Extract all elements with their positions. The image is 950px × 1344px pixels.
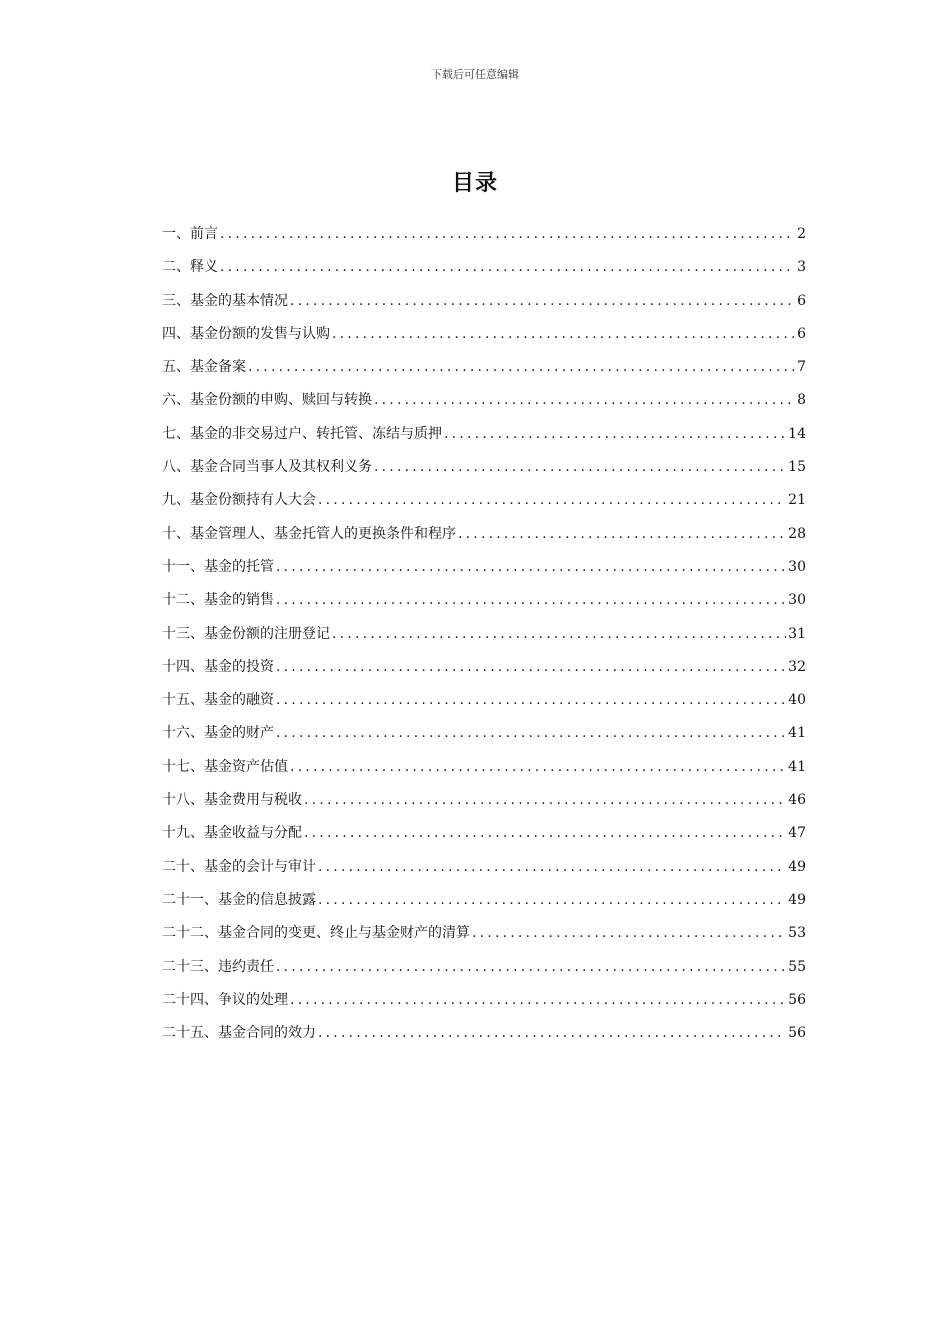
- toc-leader-dots: [318, 888, 786, 912]
- toc-leader-dots: [276, 688, 786, 712]
- toc-entry-page: 30: [788, 592, 806, 609]
- toc-entry[interactable]: [162, 721, 806, 754]
- toc-entry[interactable]: [162, 488, 806, 521]
- toc-entry-page: 53: [788, 925, 806, 942]
- toc-entry-page: 46: [788, 792, 806, 809]
- toc-entry[interactable]: [162, 322, 806, 355]
- toc-entry-page: 40: [788, 692, 806, 709]
- toc-entry[interactable]: [162, 422, 806, 455]
- toc-entry-label: 六、基金份额的申购、赎回与转换: [162, 392, 372, 409]
- toc-entry-page: 56: [788, 1025, 806, 1042]
- toc-entry[interactable]: [162, 688, 806, 721]
- toc-leader-dots: [248, 355, 795, 379]
- toc-leader-dots: [374, 388, 795, 412]
- toc-leader-dots: [304, 821, 786, 845]
- toc-entry[interactable]: [162, 821, 806, 854]
- toc-entry-page: 30: [788, 558, 806, 575]
- toc-entry[interactable]: [162, 755, 806, 788]
- toc-entry-page: 56: [788, 991, 806, 1008]
- toc-leader-dots: [276, 955, 786, 979]
- toc-entry[interactable]: [162, 522, 806, 555]
- toc-entry[interactable]: [162, 855, 806, 888]
- toc-entry-page: 8: [797, 392, 806, 409]
- toc-entry-label: 十一、基金的托管: [162, 558, 274, 575]
- toc-leader-dots: [332, 322, 795, 346]
- toc-leader-dots: [458, 522, 786, 546]
- toc-entry-page: 2: [797, 226, 806, 242]
- toc-entry-label: 三、基金的基本情况: [162, 292, 288, 309]
- toc-entry-page: 3: [797, 259, 806, 276]
- toc-entry-label: 十、基金管理人、基金托管人的更换条件和程序: [162, 525, 456, 542]
- toc-entry[interactable]: [162, 455, 806, 488]
- toc-entry-label: 四、基金份额的发售与认购: [162, 325, 330, 342]
- toc-entry[interactable]: [162, 355, 806, 388]
- toc-leader-dots: [276, 588, 786, 612]
- toc-entry-label: 十六、基金的财产: [162, 725, 274, 742]
- toc-title: 目录: [451, 171, 498, 196]
- toc-leader-dots: [444, 422, 786, 446]
- toc-entry-label: 九、基金份额持有人大会: [162, 492, 316, 509]
- toc-entry-page: 15: [788, 459, 806, 476]
- toc-entry[interactable]: [162, 988, 806, 1021]
- toc-entry-page: 41: [788, 758, 806, 775]
- toc-leader-dots: [290, 755, 786, 779]
- header-note: 下载后可任意编辑: [431, 68, 519, 81]
- toc-entry[interactable]: [162, 588, 806, 621]
- toc-leader-dots: [332, 622, 786, 646]
- toc-entry[interactable]: [162, 888, 806, 921]
- toc-leader-dots: [304, 788, 786, 812]
- toc-entry[interactable]: [162, 255, 806, 288]
- toc-entry-label: 二十、基金的会计与审计: [162, 858, 316, 875]
- toc-entry-label: 十四、基金的投资: [162, 658, 274, 675]
- toc-entry-page: 28: [788, 525, 806, 542]
- toc-entry-label: 五、基金备案: [162, 359, 246, 376]
- toc-entry-label: 十三、基金份额的注册登记: [162, 625, 330, 642]
- toc-entry-page: 31: [788, 625, 806, 642]
- toc-entry[interactable]: [162, 622, 806, 655]
- toc-entry-label: 七、基金的非交易过户、转托管、冻结与质押: [162, 425, 442, 442]
- toc-entry-label: 十五、基金的融资: [162, 692, 274, 709]
- toc-entry-page: 7: [797, 359, 806, 376]
- toc-leader-dots: [290, 988, 786, 1012]
- toc-entry-page: 49: [788, 858, 806, 875]
- toc-leader-dots: [276, 655, 786, 679]
- toc-entry-label: 二十三、违约责任: [162, 958, 274, 975]
- toc-entry-page: 32: [788, 658, 806, 675]
- toc-entry-page: 14: [788, 425, 806, 442]
- toc-leader-dots: [220, 255, 795, 279]
- toc-entry-label: 八、基金合同当事人及其权利义务: [162, 459, 372, 476]
- toc-entry-page: 49: [788, 891, 806, 908]
- toc-list: [162, 222, 806, 1054]
- toc-leader-dots: [290, 289, 795, 313]
- toc-entry-label: 十八、基金费用与税收: [162, 792, 302, 809]
- toc-entry-label: 十七、基金资产估值: [162, 758, 288, 775]
- toc-entry-label: 二十一、基金的信息披露: [162, 891, 316, 908]
- toc-entry[interactable]: [162, 955, 806, 988]
- toc-leader-dots: [318, 488, 786, 512]
- toc-entry-label: 二、释义: [162, 259, 218, 276]
- toc-entry-page: 6: [797, 292, 806, 309]
- toc-leader-dots: [318, 855, 786, 879]
- toc-entry[interactable]: [162, 921, 806, 954]
- toc-leader-dots: [374, 455, 786, 479]
- toc-entry[interactable]: [162, 289, 806, 322]
- toc-entry[interactable]: [162, 655, 806, 688]
- toc-entry[interactable]: [162, 222, 806, 255]
- toc-entry[interactable]: [162, 555, 806, 588]
- toc-entry-page: 21: [788, 492, 806, 509]
- toc-leader-dots: [276, 555, 786, 579]
- toc-entry-label: 十二、基金的销售: [162, 592, 274, 609]
- toc-entry-page: 55: [788, 958, 806, 975]
- toc-leader-dots: [276, 721, 786, 745]
- toc-leader-dots: [220, 222, 795, 246]
- toc-leader-dots: [472, 921, 786, 945]
- toc-entry-page: 6: [797, 325, 806, 342]
- toc-entry[interactable]: [162, 388, 806, 421]
- toc-entry-page: 47: [788, 825, 806, 842]
- toc-leader-dots: [318, 1021, 786, 1045]
- toc-entry-label: 一、前言: [162, 226, 218, 242]
- toc-entry-label: 十九、基金收益与分配: [162, 825, 302, 842]
- toc-entry[interactable]: [162, 1021, 806, 1054]
- toc-entry[interactable]: [162, 788, 806, 821]
- toc-entry-label: 二十五、基金合同的效力: [162, 1025, 316, 1042]
- toc-entry-label: 二十四、争议的处理: [162, 991, 288, 1008]
- toc-entry-label: 二十二、基金合同的变更、终止与基金财产的清算: [162, 925, 470, 942]
- toc-entry-page: 41: [788, 725, 806, 742]
